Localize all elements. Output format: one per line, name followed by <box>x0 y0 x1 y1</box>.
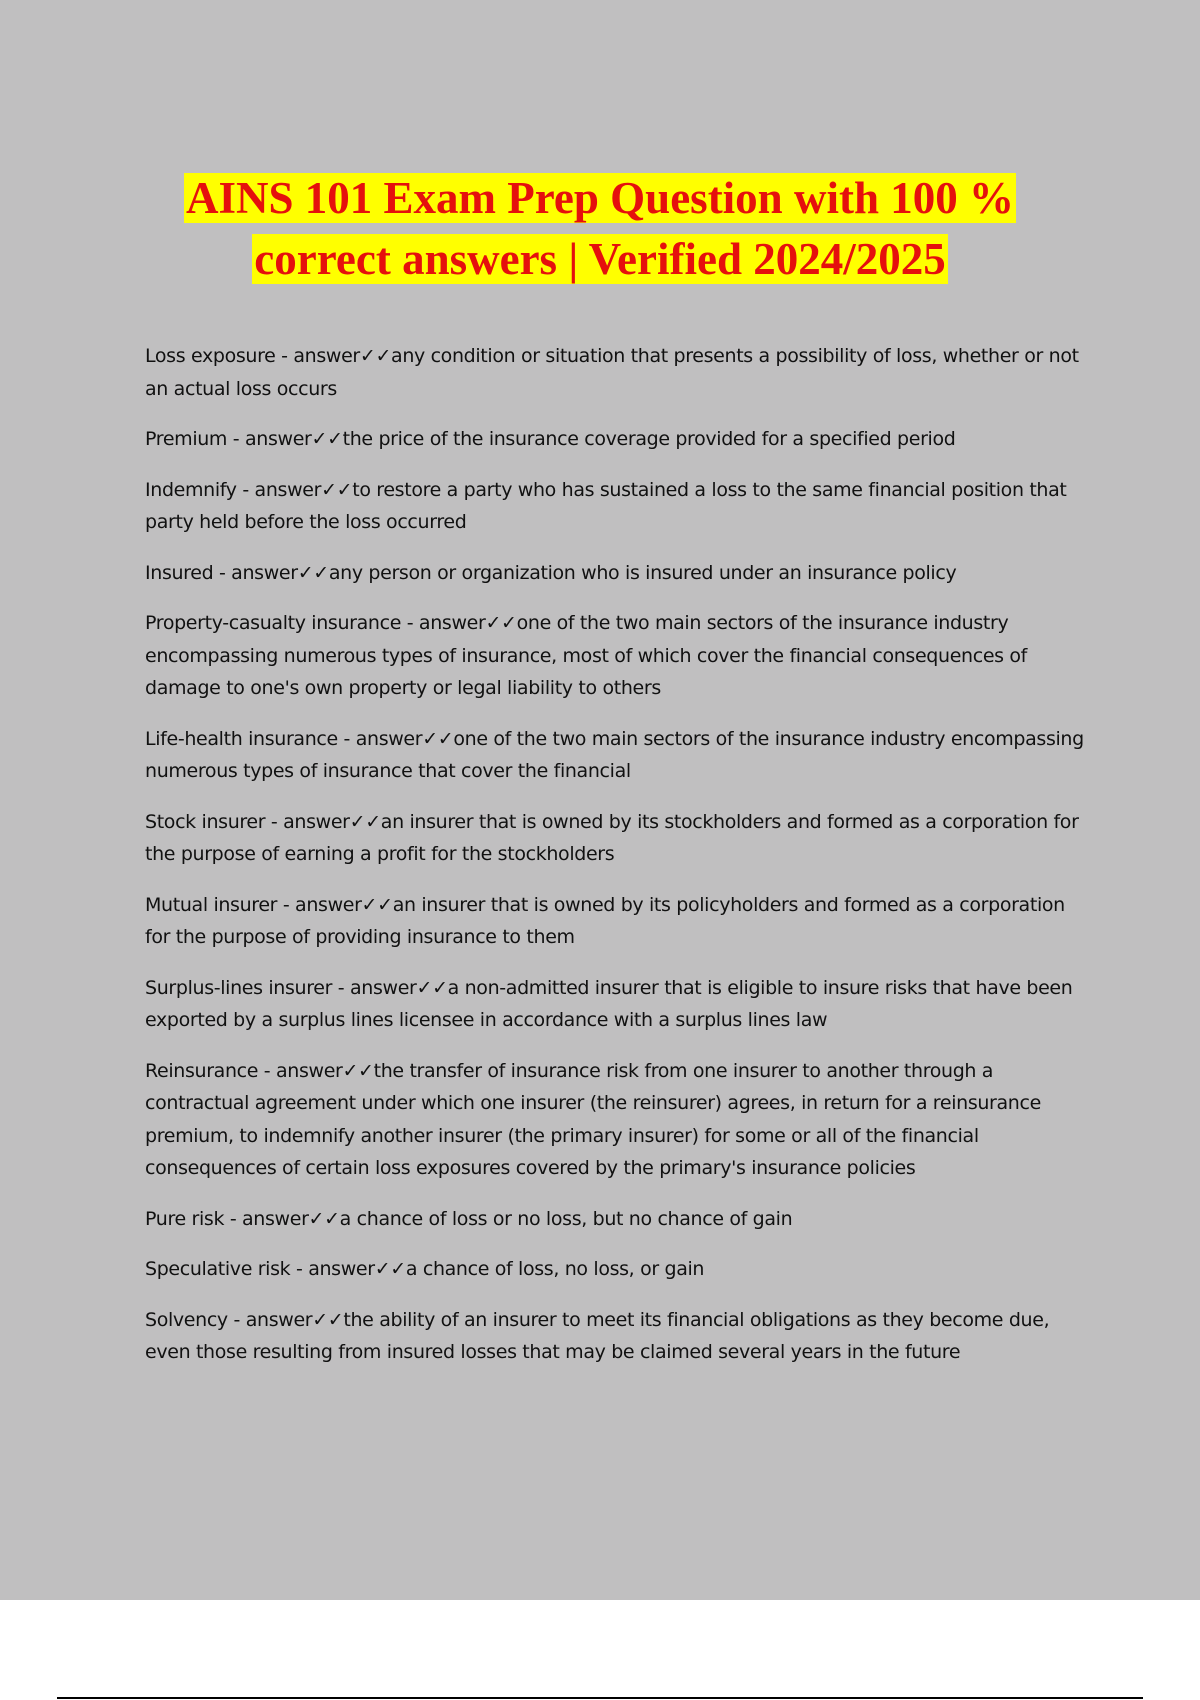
qa-item-mutual-insurer: Mutual insurer - answer✓✓an insurer that is owned by its policyholders and formed as a corporation for the purpose of providing insurance to them <box>145 893 1065 948</box>
qa-item-reinsurance: Reinsurance - answer✓✓the transfer of insurance risk from one insurer to another through a contractual agreement under which one insurer (the reinsurer) agrees, in return for a reinsurance premium, to indemnify another insurer (the primary insurer) for some or all of the financial consequences of certain loss exposures covered by the primary's insurance policies <box>145 1059 1041 1179</box>
footer-rule <box>57 1697 1143 1699</box>
title-line-1: AINS 101 Exam Prep Question with 100 % <box>186 173 1014 223</box>
qa-item-loss-exposure: Loss exposure - answer✓✓any condition or situation that presents a possibility of loss, whether or not an actual loss occurs <box>145 345 1079 400</box>
qa-item-premium: Premium - answer✓✓the price of the insurance coverage provided for a specified period <box>145 428 956 450</box>
qa-list <box>145 340 1095 1387</box>
title-line-2: correct answers | Verified 2024/2025 <box>254 234 946 284</box>
qa-item-indemnify: Indemnify - answer✓✓to restore a party who has sustained a loss to the same financial position that party held before the loss occurred <box>145 478 1067 533</box>
qa-item-surplus-lines: Surplus-lines insurer - answer✓✓a non-admitted insurer that is eligible to insure risks that have been exported by a surplus lines licensee in accordance with a surplus lines law <box>145 976 1073 1031</box>
document-title <box>0 168 1200 290</box>
qa-item-pure-risk: Pure risk - answer✓✓a chance of loss or no loss, but no chance of gain <box>145 1207 793 1230</box>
qa-item-stock-insurer: Stock insurer - answer✓✓an insurer that is owned by its stockholders and formed as a corporation for the purpose of earning a profit for the stockholders <box>145 810 1079 865</box>
qa-item-solvency: Solvency - answer✓✓the ability of an insurer to meet its financial obligations as they become due, even those resulting from insured losses that may be claimed several years in the future <box>145 1308 1050 1363</box>
qa-item-property-casualty: Property-casualty insurance - answer✓✓one of the two main sectors of the insurance industry encompassing numerous types of insurance, most of which cover the financial consequences of damage to one's own property or legal liability to others <box>145 612 1028 699</box>
qa-item-life-health: Life-health insurance - answer✓✓one of the two main sectors of the insurance industry encompassing numerous types of insurance that cover the financial <box>145 727 1084 782</box>
qa-item-insured: Insured - answer✓✓any person or organization who is insured under an insurance policy <box>145 561 957 584</box>
qa-item-speculative-risk: Speculative risk - answer✓✓a chance of loss, no loss, or gain <box>145 1258 705 1280</box>
